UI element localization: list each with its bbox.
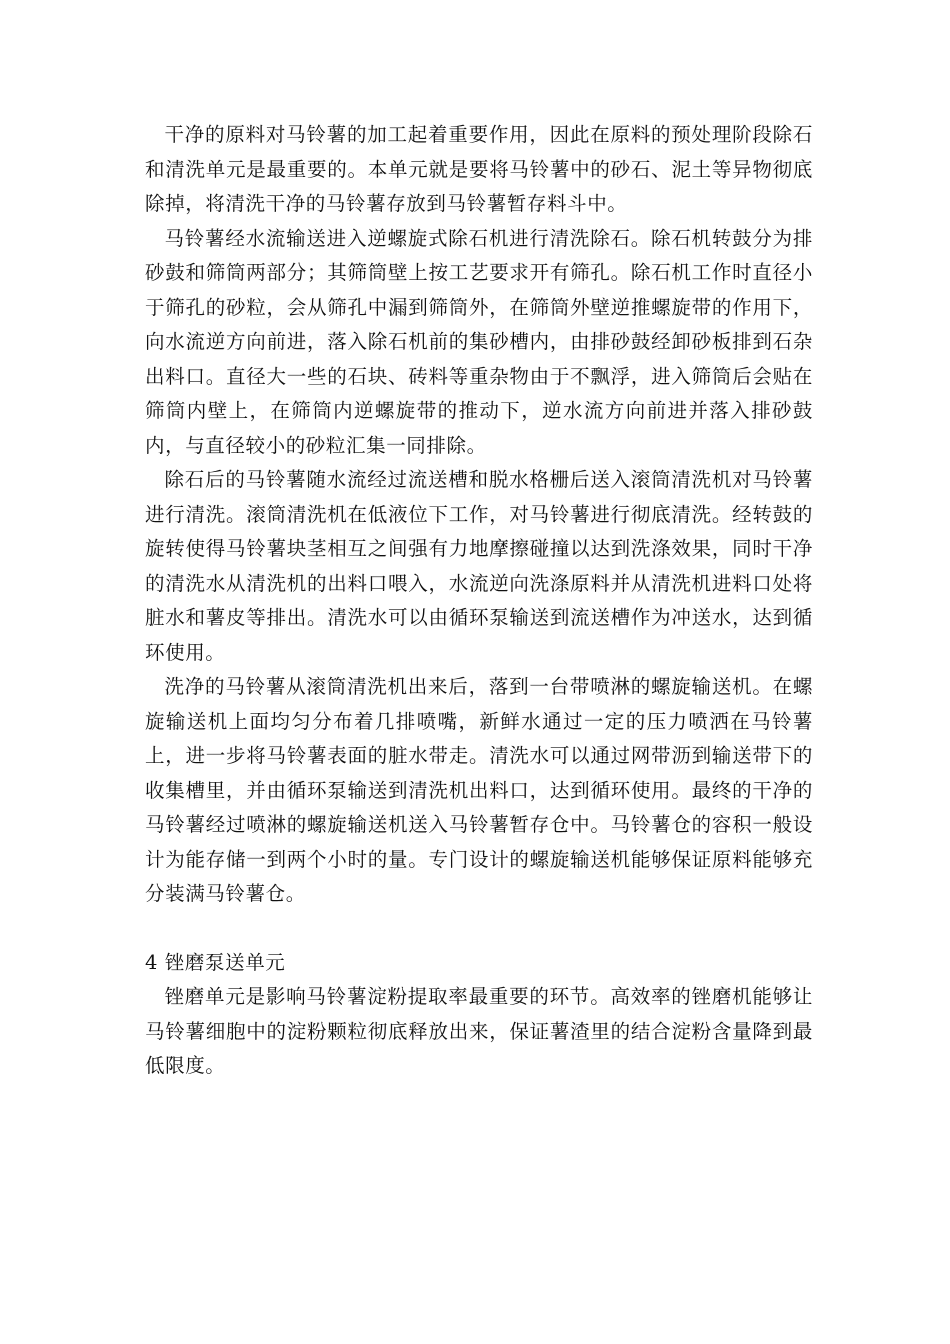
paragraph-destoner: 马铃薯经水流输送进入逆螺旋式除石机进行清洗除石。除石机转鼓分为排砂鼓和筛筒两部分；其筛筒壁上按工艺要求开有筛孔。除石机工作时直径小于筛孔的砂粒，会从筛孔中漏到筛筒外，在筛筒外壁逆推螺旋带的作用下，向水流逆方向前进，落入除石机前的集砂槽内，由排砂鼓经卸砂板排到石杂出料口。直径大一些的石块、砖料等重杂物由于不飘浮，进入筛筒后会贴在筛筒内壁上，在筛筒内逆螺旋带的推动下，逆水流方向前进并落入排砂鼓内，与直径较小的砂粒汇集一同排除。 bbox=[145, 226, 813, 457]
paragraph-drum-washer: 除石后的马铃薯随水流经过流送槽和脱水格栅后送入滚筒清洗机对马铃薯进行清洗。滚筒清洗机在低液位下工作，对马铃薯进行彻底清洗。经转鼓的旋转使得马铃薯块茎相互之间强有力地摩擦碰撞以达到洗涤效果，同时干净的清洗水从清洗机的出料口喂入，水流逆向洗涤原料并从清洗机进料口处将脏水和薯皮等排出。清洗水可以由循环泵输送到流送槽作为冲送水，达到循环使用。 bbox=[145, 468, 813, 664]
paragraph-raw-material-importance: 干净的原料对马铃薯的加工起着重要作用，因此在原料的预处理阶段除石和清洗单元是最重要的。本单元就是要将马铃薯中的砂石、泥土等异物彻底除掉，将清洗干净的马铃薯存放到马铃薯暂存料斗中。 bbox=[145, 123, 813, 215]
document-body bbox=[145, 118, 813, 1084]
paragraph-spray-conveyor: 洗净的马铃薯从滚筒清洗机出来后，落到一台带喷淋的螺旋输送机。在螺旋输送机上面均匀分布着几排喷嘴，新鲜水通过一定的压力喷洒在马铃薯上，进一步将马铃薯表面的脏水带走。清洗水可以通过网带沥到输送带下的收集槽里，并由循环泵输送到清洗机出料口，达到循环使用。最终的干净的马铃薯经过喷淋的螺旋输送机送入马铃薯暂存仓中。马铃薯仓的容积一般设计为能存储一到两个小时的量。专门设计的螺旋输送机能够保证原料能够充分装满马铃薯仓。 bbox=[145, 675, 813, 905]
paragraph-rasping-unit: 锉磨单元是影响马铃薯淀粉提取率最重要的环节。高效率的锉磨机能够让马铃薯细胞中的淀粉颗粒彻底释放出来，保证薯渣里的结合淀粉含量降到最低限度。 bbox=[145, 985, 813, 1077]
section-heading: 4 锉磨泵送单元 bbox=[145, 950, 286, 974]
